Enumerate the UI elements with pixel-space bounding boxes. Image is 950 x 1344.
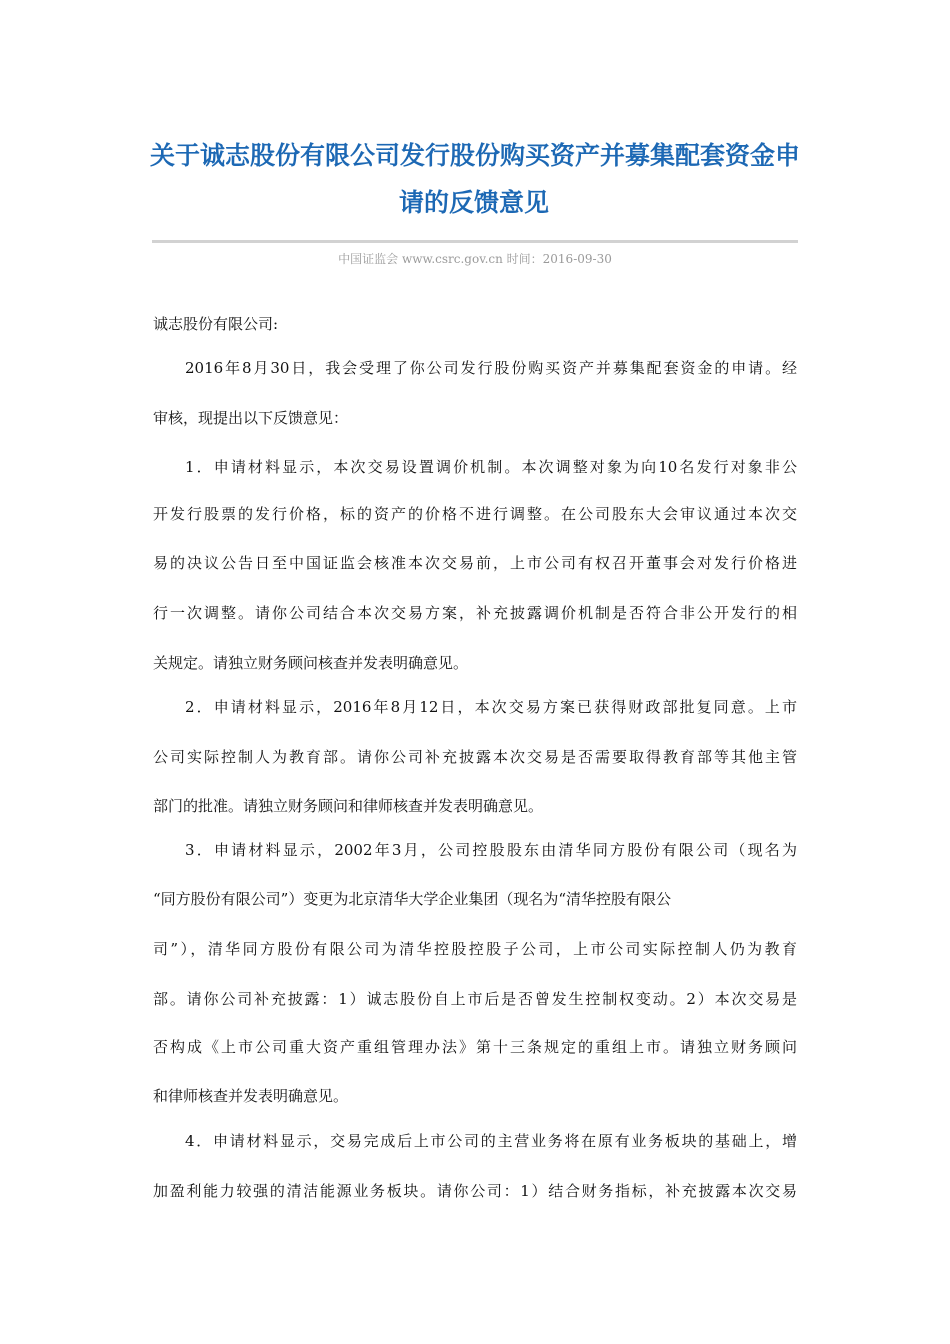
addressee-line: 诚志股份有限公司: [153,315,279,333]
body-text-line: 行一次调整。请你公司结合本次交易方案，补充披露调价机制是否符合非公开发行的相 [153,604,797,622]
body-text-line: 加盈利能力较强的清洁能源业务板块。请你公司：1）结合财务指标，补充披露本次交易 [153,1182,797,1200]
source-and-date: 中国证监会 www.csrc.gov.cn 时间：2016-09-30 [338,252,612,266]
body-text-line: 关规定。请独立财务顾问核查并发表明确意见。 [153,654,469,672]
body-text-line: 部。请你公司补充披露：1）诚志股份自上市后是否曾发生控制权变动。2）本次交易是 [153,990,797,1008]
body-text-line: 3．申请材料显示，2002年3月，公司控股股东由清华同方股份有限公司（现名为 [185,841,797,859]
body-text-line: 部门的批准。请独立财务顾问和律师核查并发表明确意见。 [153,797,544,815]
body-text-line: 易的决议公告日至中国证监会核准本次交易前，上市公司有权召开董事会对发行价格进 [153,554,797,572]
title-divider [152,240,798,243]
body-text-line: 和律师核查并发表明确意见。 [153,1087,349,1105]
body-text-line: 公司实际控制人为教育部。请你公司补充披露本次交易是否需要取得教育部等其他主管 [153,748,797,766]
body-text-line: 2016年8月30日，我会受理了你公司发行股份购买资产并募集配套资金的申请。经 [185,359,797,377]
document-title-line-2: 请的反馈意见 [398,188,549,217]
body-text-line: 2．申请材料显示，2016年8月12日，本次交易方案已获得财政部批复同意。上市 [185,698,797,716]
body-text-line: “同方股份有限公司”）变更为北京清华大学企业集团（现名为“清华控股有限公 [153,890,672,908]
body-text-line: 审核，现提出以下反馈意见： [153,409,349,427]
body-text-line: 司”），清华同方股份有限公司为清华控股控股子公司，上市公司实际控制人仍为教育 [153,940,797,958]
document-title-line-1: 关于诚志股份有限公司发行股份购买资产并募集配套资金申 [150,141,801,170]
body-text-line: 1．申请材料显示，本次交易设置调价机制。本次调整对象为向10名发行对象非公 [185,458,797,476]
body-text-line: 开发行股票的发行价格，标的资产的价格不进行调整。在公司股东大会审议通过本次交 [153,505,797,523]
body-text-line: 4．申请材料显示，交易完成后上市公司的主营业务将在原有业务板块的基础上，增 [185,1132,797,1150]
body-text-line: 否构成《上市公司重大资产重组管理办法》第十三条规定的重组上市。请独立财务顾问 [153,1038,797,1056]
